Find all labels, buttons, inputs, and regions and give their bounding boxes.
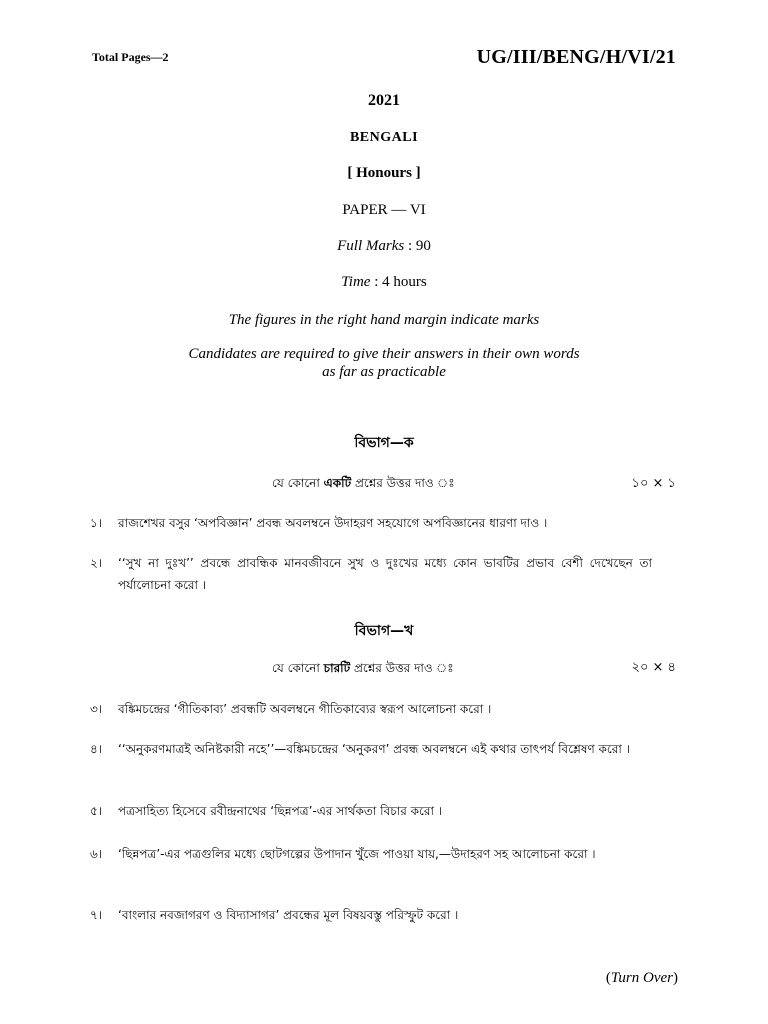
instruction-line-2: as far as practicable (322, 364, 446, 380)
question-text: ‘‘সুখ না দুঃখ’’ প্রবন্ধে প্রাবন্ধিক মানবজীবনে সুখ ও দুঃখের মধ্যে কোন ভাবটির প্রভাব বেশী দেখেছেন তা পর্যালোচনা করো । (118, 556, 652, 592)
section-a-instruction-post: প্রশ্নের উত্তর দাও ঃ (351, 476, 455, 490)
time-label: Time (341, 274, 371, 290)
paper-number: PAPER — VI (342, 202, 426, 218)
section-b-instruction-count: চারটি (323, 661, 351, 675)
question-6 (90, 843, 652, 865)
full-marks-label: Full Marks (337, 238, 405, 254)
instruction-own-words (0, 345, 768, 381)
section-b-instruction (272, 660, 454, 680)
question-7 (90, 904, 652, 926)
question-number: ৭। (90, 908, 103, 922)
question-3 (90, 698, 652, 720)
question-text: ‘বাংলার নবজাগরণ ও বিদ্যাসাগর’ প্রবন্ধের মূল বিষয়বস্তু পরিস্ফুট করো । (118, 908, 459, 922)
question-5 (90, 800, 652, 822)
section-b-title: বিভাগ—খ (354, 623, 414, 639)
turn-over-note (606, 970, 678, 987)
section-b-instruction-pre: যে কোনো (272, 661, 324, 675)
turn-over-open-paren: ( (605, 970, 611, 986)
exam-year: 2021 (368, 92, 400, 109)
full-marks-value: : 90 (404, 238, 431, 254)
turn-over-close-paren: ) (673, 970, 678, 986)
question-number: ৪। (90, 742, 103, 756)
full-marks (0, 238, 768, 255)
question-text: ‘ছিন্নপত্র’-এর পত্রগুলির মধ্যে ছোটগল্পের উপাদান খুঁজে পাওয়া যায়,—উদাহরণ সহ আলোচনা করো । (118, 847, 596, 861)
question-text: পত্রসাহিত্য হিসেবে রবীন্দ্রনাথের ‘ছিন্নপত্র’-এর সার্থকতা বিচার করো । (118, 804, 443, 818)
honours-label: [ Honours ] (347, 165, 421, 181)
question-number: ১। (90, 516, 103, 530)
exam-time (0, 274, 768, 291)
question-text: বঙ্কিমচন্দ্রের ‘গীতিকাব্য’ প্রবন্ধটি অবলম্বনে গীতিকাব্যের স্বরূপ আলোচনা করো । (118, 702, 492, 716)
section-a-instruction-count: একটি (323, 476, 352, 490)
section-a-instruction (272, 475, 455, 495)
section-a-instruction-pre: যে কোনো (272, 476, 324, 490)
question-4 (90, 738, 652, 760)
question-1 (90, 512, 652, 534)
instruction-marks: The figures in the right hand margin indicate marks (228, 312, 540, 328)
question-number: ৩। (90, 702, 103, 716)
question-2 (90, 552, 652, 596)
paper-code: UG/III/BENG/H/VI/21 (476, 46, 676, 68)
question-text: ‘‘অনুকরণমাত্রই অনিষ্টকারী নহে’’—বঙ্কিমচন্দ্রের ‘অনুকরণ’ প্রবন্ধ অবলম্বনে এই কথার তাৎপর্য বিশ্লেষণ করো । (118, 742, 630, 756)
total-pages: Total Pages—2 (92, 50, 169, 64)
instruction-line-1: Candidates are required to give their answers in their own words (188, 346, 580, 362)
turn-over-label: Turn Over (610, 970, 673, 986)
question-number: ৫। (90, 804, 103, 818)
section-a-title: বিভাগ—ক (354, 435, 414, 451)
time-value: : 4 hours (370, 274, 427, 290)
section-a-marks: ১০ × ১ (631, 476, 676, 491)
subject-title: BENGALI (349, 130, 419, 145)
question-number: ২। (90, 556, 103, 570)
section-b-marks: ২০ × ৪ (631, 660, 676, 675)
question-number: ৬। (90, 847, 103, 861)
question-text: রাজশেখর বসুর ‘অপবিজ্ঞান’ প্রবন্ধ অবলম্বনে উদাহরণ সহযোগে অপবিজ্ঞানের ধারণা দাও । (118, 516, 548, 530)
section-b-instruction-post: প্রশ্নের উত্তর দাও ঃ (350, 661, 454, 675)
